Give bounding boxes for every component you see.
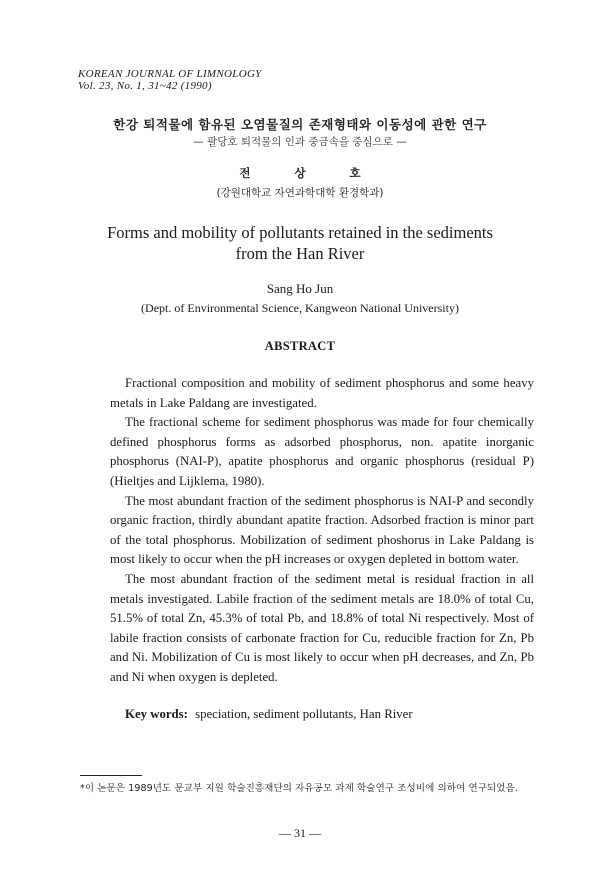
- journal-name: KOREAN JOURNAL OF LIMNOLOGY: [78, 68, 262, 80]
- english-author: Sang Ho Jun: [266, 281, 334, 296]
- abstract-paragraph: The fractional scheme for sediment phosphorus was made for four chemically defined phosphorus forms as adsorbed phosphorus, non. apatite inorganic phosphorus (NAI-P), apatite phosphorus and organic phosphorus (residual P) (Hieltjes and Lijklema, 1980).: [110, 415, 534, 488]
- abstract-body: [110, 374, 534, 688]
- footnote-divider: [80, 775, 142, 776]
- korean-affiliation: (강원대학교 자연과학대학 환경학과): [216, 187, 384, 199]
- journal-volume: Vol. 23, No. 1, 31~42 (1990): [78, 80, 212, 92]
- keywords-text: speciation, sediment pollutants, Han River: [195, 707, 413, 721]
- abstract-heading: ABSTRACT: [264, 339, 336, 353]
- korean-subtitle: — 팔당호 퇴적물의 인과 중금속을 중심으로 —: [193, 136, 407, 148]
- korean-author: 전 상 호: [239, 166, 361, 180]
- journal-header: [78, 68, 262, 92]
- abstract-paragraph: The most abundant fraction of the sediment phosphorus is NAI-P and secondly organic fraction, thirdly abundant apatite fraction. Adsorbed fraction is minor part of the total phosphorus. Mobilization of sediment phoshorus in Lake Paldang is most likely to occur when the pH increases or oxygen depleted in bottom water.: [110, 493, 534, 567]
- page-number: — 31 —: [279, 826, 321, 840]
- english-affiliation: (Dept. of Environmental Science, Kangweon National University): [141, 301, 459, 315]
- korean-title: 한강 퇴적물에 함유된 오염물질의 존재형태와 이동성에 관한 연구: [113, 117, 487, 132]
- footnote: *이 논문은 1989년도 문교부 지원 학술진흥재단의 자유공모 과제 학술연구 조성비에 의하여 연구되었음.: [80, 783, 518, 794]
- english-title-line-2: from the Han River: [235, 244, 365, 263]
- keywords: [125, 707, 413, 722]
- abstract-paragraph: The most abundant fraction of the sediment metal is residual fraction in all metals investigated. Labile fraction of the sediment metals are 18.0% of total Cu, 51.5% of total Zn, 45.3% of total Pb, and 18.8% of total Ni respectively. Most of labile fraction consists of carbonate fraction for Cu, reducible fraction for Zn, Pb and Ni. Mobilization of Cu is most likely to occur when pH decreases, and Zn, Pb and Ni when oxygen is depleted.: [110, 571, 534, 684]
- keywords-label: Key words:: [125, 707, 188, 721]
- english-title-line-1: Forms and mobility of pollutants retained in the sediments: [107, 223, 493, 242]
- english-title: [0, 222, 600, 264]
- abstract-paragraph: Fractional composition and mobility of sediment phosphorus and some heavy metals in Lake Paldang are investigated.: [110, 376, 534, 410]
